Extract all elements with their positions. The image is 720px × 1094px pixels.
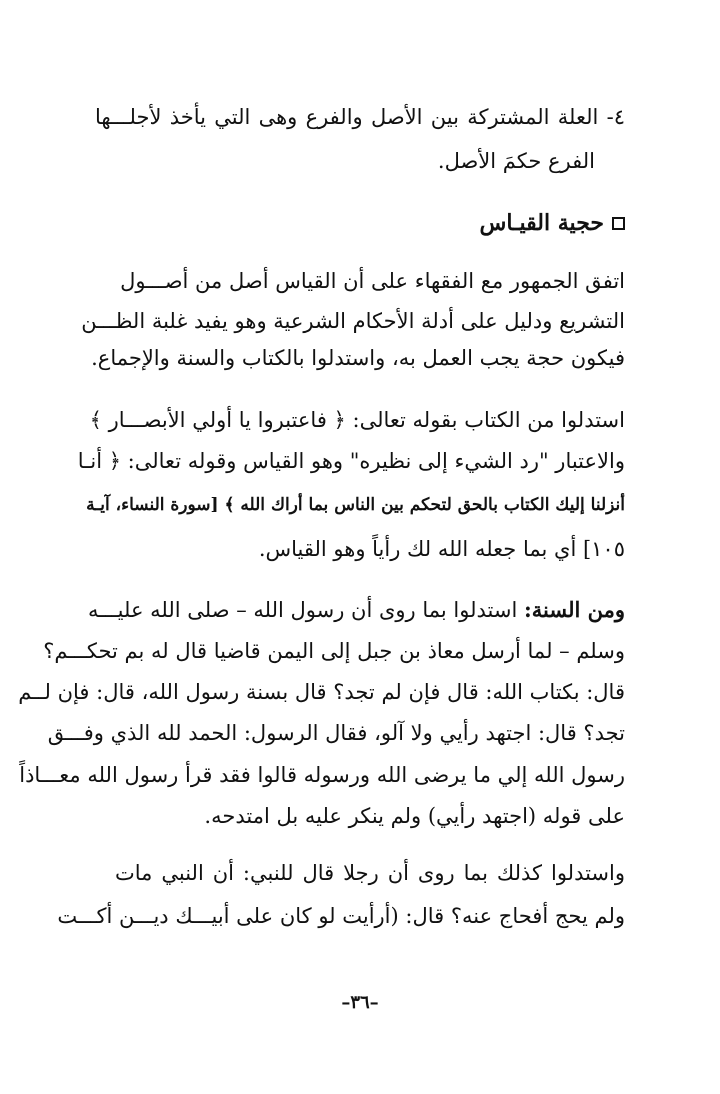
sunnah-label: ومن السنة:	[523, 597, 625, 622]
paragraph3-line4: تجد؟ قال: اجتهد رأيي ولا آلو، فقال الرسول: الحمد لله الذي وفـــق	[47, 721, 625, 745]
paragraph2-line4: ١٠٥] أي بما جعله الله لك رأياً وهو القياس.	[258, 537, 625, 561]
paragraph1-line1: اتفق الجمهور مع الفقهاء على أن القياس أصل من أصـــول	[120, 269, 625, 293]
paragraph2-line3: أنزلنا إليك الكتاب بالحق لتحكم بين الناس بما أراك الله ﴾ [سورة النساء، آيـة	[86, 495, 625, 515]
paragraph2-line2: والاعتبار "رد الشيء إلى نظيره" وهو القياس وقوله تعالى: ﴿ أنـا	[77, 449, 625, 473]
paragraph4-line2: ولم يحج أفحاج عنه؟ قال: (أرأيت لو كان على أبيـــك ديـــن أكـــت	[57, 904, 625, 928]
paragraph1-line3: فيكون حجة يجب العمل به، واستدلوا بالكتاب والسنة والإجماع.	[91, 346, 625, 370]
section-heading	[480, 207, 625, 239]
paragraph3-line5: رسول الله إلي ما يرضى الله ورسوله قالوا فقد قرأ رسول الله معـــاذاً	[19, 763, 625, 787]
item4-line1: ٤- العلة المشتركة بين الأصل والفرع وهى التي يأخذ لأجلـــها	[95, 105, 625, 129]
square-bullet-icon	[612, 217, 625, 230]
paragraph3-line1	[87, 595, 625, 625]
section-heading-text: حجية القيـاس	[479, 210, 604, 236]
paragraph2-line1: استدلوا من الكتاب بقوله تعالى: ﴿ فاعتبروا يا أولي الأبصـــار ﴾	[89, 408, 625, 432]
paragraph3-line3: قال: بكتاب الله: قال فإن لم تجد؟ قال بسنة رسول الله، قال: فإن لــم	[18, 680, 625, 704]
paragraph3-line1-text: استدلوا بما روى أن رسول الله – صلى الله عليـــه	[87, 598, 524, 622]
page-number: –٣٦–	[341, 992, 379, 1013]
paragraph3-line6: على قوله (اجتهد رأيي) ولم ينكر عليه بل امتدحه.	[204, 804, 625, 828]
item4-line2: الفرع حكمَ الأصل.	[437, 149, 595, 173]
paragraph4-line1: واستدلوا كذلك بما روى أن رجلا قال للنبي: أن النبي مات	[115, 861, 625, 885]
paragraph3-line2: وسلم – لما أرسل معاذ بن جبل إلى اليمن قاضيا قال له بم تحكـــم؟	[43, 639, 625, 663]
paragraph1-line2: التشريع ودليل على أدلة الأحكام الشرعية وهو يفيد غلبة الظـــن	[81, 309, 625, 333]
